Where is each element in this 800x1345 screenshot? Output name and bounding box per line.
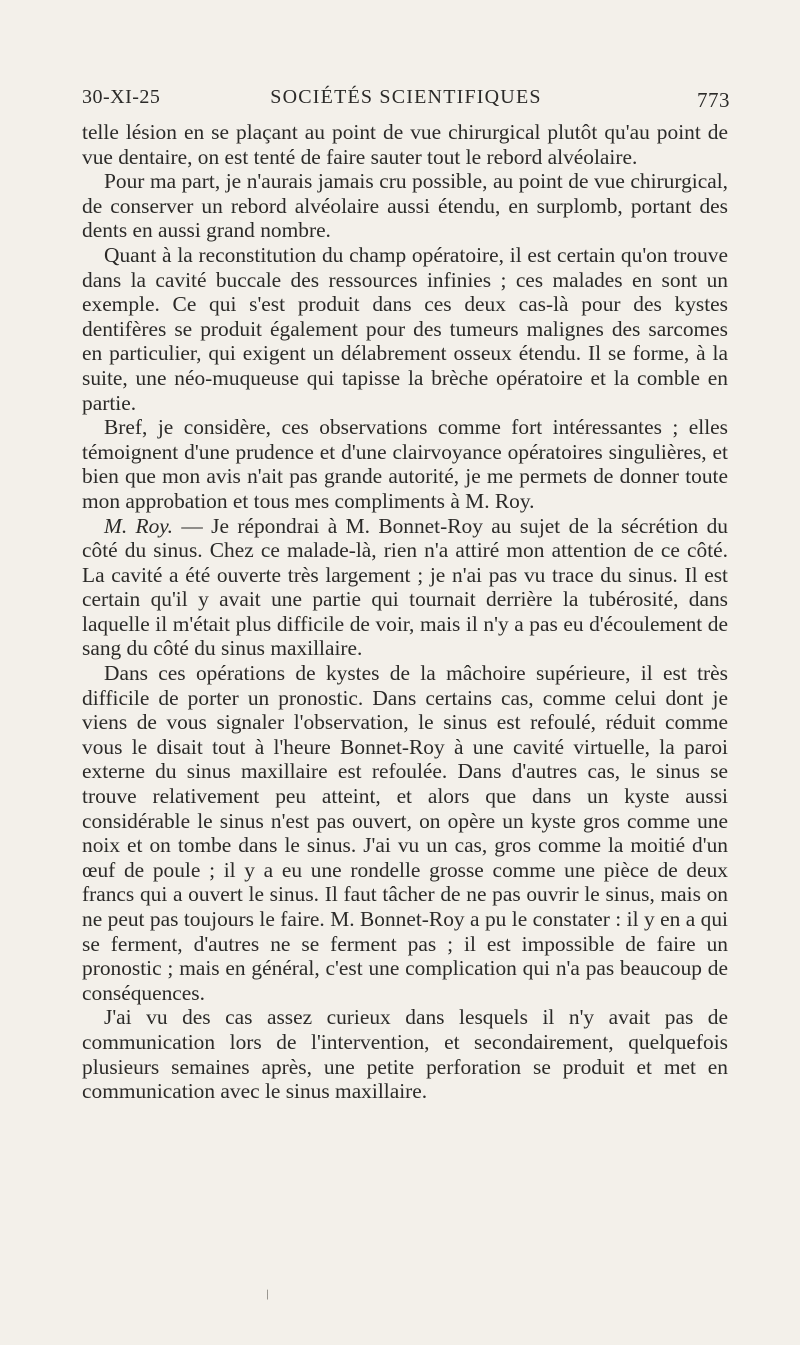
stray-mark: / [263, 1287, 273, 1304]
paragraph-6: Dans ces opérations de kystes de la mâchoire supérieure, il est très difficile de porter un pronostic. Dans certains cas, comme celui dont je viens de vous signaler l'observation, le sinus est refoulé, réduit comme vous le disait tout à l'heure Bonnet-Roy à une cavité virtuelle, la paroi externe du sinus maxillaire est refoulée. Dans d'autres cas, le sinus se trouve relativement peu atteint, et alors que dans un kyste aussi considérable le sinus n'est pas ouvert, on opère un kyste gros comme une noix et on tombe dans le sinus. J'ai vu un cas, gros comme la moitié d'un œuf de poule ; il y a eu une rondelle grosse comme une pièce de deux francs qui a ouvert le sinus. Il faut tâcher de ne pas ouvrir le sinus, mais on ne peut pas toujours le faire. M. Bonnet-Roy a pu le constater : il y en a qui se ferment, d'autres ne se ferment pas ; il est impossible de faire un pronostic ; mais en général, c'est une complication qui n'a pas beaucoup de conséquences. [82, 661, 728, 1005]
paragraph-2: Pour ma part, je n'aurais jamais cru possible, au point de vue chirurgical, de conserver un rebord alvéolaire aussi étendu, en surplomb, portant des dents en aussi grand nombre. [82, 169, 728, 243]
paragraph-5 [82, 514, 728, 662]
paragraph-3: Quant à la reconstitution du champ opératoire, il est certain qu'on trouve dans la cavité buccale des ressources infinies ; ces malades en sont un exemple. Ce qui s'est produit dans ces deux cas-là pour des kystes dentifères se produit également pour des tumeurs malignes des sarcomes en particulier, qui exigent un délabrement osseux étendu. Il se forme, à la suite, une néo-muqueuse qui tapisse la brèche opératoire et la comble en partie. [82, 242, 728, 415]
page-number: 773 [697, 88, 730, 112]
running-header [82, 86, 730, 116]
header-date: 30-XI-25 [82, 86, 161, 108]
paragraph-1: telle lésion en se plaçant au point de vue chirurgical plutôt qu'au point de vue dentaire, on est tenté de faire sauter tout le rebord alvéolaire. [82, 120, 728, 169]
speaker-name: M. Roy. [104, 513, 173, 538]
speaker-text: — Je répondrai à M. Bonnet-Roy au sujet de la sécrétion du côté du sinus. Chez ce malade-là, rien n'a attiré mon attention de ce côté. La cavité a été ouverte très largement ; je n'ai pas vu trace du sinus. Il est certain qu'il y avait une partie qui tournait derrière la tubérosité, dans laquelle il m'était plus difficile de voir, mais il n'y a pas eu d'écoulement de sang du côté du sinus maxillaire. [82, 513, 729, 661]
header-title: SOCIÉTÉS SCIENTIFIQUES [270, 86, 542, 108]
paragraph-4: Bref, je considère, ces observations comme fort intéressantes ; elles témoignent d'une prudence et d'une clairvoyance opératoires singulières, et bien que mon avis n'ait pas grande autorité, je me permets de donner toute mon approbation et tous mes compliments à M. Roy. [82, 415, 728, 513]
paragraph-7: J'ai vu des cas assez curieux dans lesquels il n'y avait pas de communication lors de l'intervention, et secondairement, quelquefois plusieurs semaines après, une petite perforation se produit et met en communication avec le sinus maxillaire. [82, 1005, 728, 1104]
article-body [82, 120, 728, 1104]
